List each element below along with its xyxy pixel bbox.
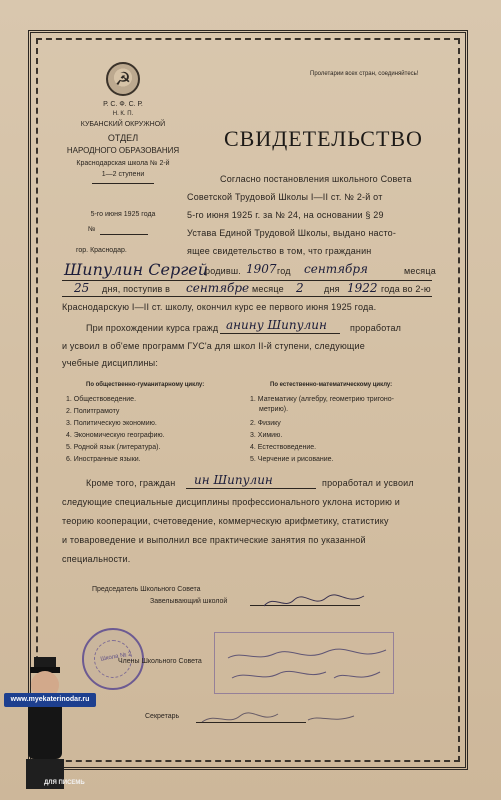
subject-left-4: 4. Экономическую географию. [66,432,165,439]
p3-line-2: теорию кооперации, счетоведение, коммерческую арифметику, статистику [62,516,389,526]
header-divider [92,183,154,184]
secretary-signature-icon [196,706,366,730]
subject-right-1: 1. Математику (алгебру, геометрию тригоно- [250,396,394,403]
site-logo-banner: www.myekaterinodar.ru [4,693,96,707]
p1-line-1: Согласно постановления школьного Совета [220,174,412,184]
subject-right-3: 3. Химию. [250,432,283,439]
members-signatures-icon [222,640,392,690]
rsfsr-emblem-icon [106,62,140,96]
header-stages: 1—2 ступени [101,171,145,178]
subject-left-2: 2. Политграмоту [66,408,120,415]
born-text: родивш. [205,266,241,276]
school-stamp-icon: Школа № 2 [82,628,144,690]
header-kuban: КУБАНСКИЙ ОКРУЖНОЙ [80,121,166,128]
members-label: Члены Школьного Совета [118,658,202,665]
p2-underline [220,333,340,334]
year-text: год [277,266,291,276]
document-title: СВИДЕТЕЛЬСТВО [224,126,423,151]
p1-line-3: 5-го июня 1925 г. за № 24, на основании § 29 [187,210,384,220]
birth-month-handwritten: сентября [304,262,369,276]
header-school: Краснодарская школа № 2-й [76,160,170,167]
logo-bottom-text: ДЛЯ ПИСЕМЬ [44,780,85,786]
head-label: Завелывающий школой [150,598,228,605]
p2-text-3: и усвоил в об'еме программ ГУС'а для школ II-й ступени, следующие [62,341,365,351]
line3-text-2: месяце [252,284,284,294]
header-city: гор. Краснодар. [76,247,127,254]
p3-line-4: специальности. [62,554,131,564]
p1-line-4: Устава Единой Трудовой Школы, выдано насто- [187,228,397,238]
p3-line-3: и товароведение и выполнил все практические занятия по указанной [62,535,366,545]
header-number: № [88,226,96,233]
subject-right-5: 5. Черчение и рисование. [250,456,334,463]
p2-handwritten-name: анину Шипулин [226,318,327,332]
p3-underline [186,488,316,489]
header-otdel: ОТДЕЛ [107,133,139,143]
p1-line-5: ящее свидетельство в том, что гражданин [187,246,372,256]
slogan-text: Пролетарии всех стран, соединяйтесь! [310,71,419,77]
header-date: 5-го июня 1925 года [90,211,156,218]
subject-right-1b: метрию). [259,406,289,413]
line3-text-4: года во 2-ю [381,284,431,294]
header-number-line [100,234,148,235]
subject-right-4: 4. Естествоведение. [250,444,317,451]
postman-logo-icon [10,655,80,795]
p3-line-1: следующие специальные дисциплины профессионального уклона историю и [62,497,400,507]
birth-year-handwritten: 1907 [246,262,277,276]
secretary-label: Секретарь [145,713,180,720]
entry-year-handwritten: 1922 [347,281,378,295]
entry-month-handwritten: сентябре [186,281,250,295]
line3-text-1: дня, поступив в [102,284,171,294]
header-narobraz: НАРОДНОГО ОБРАЗОВАНИЯ [66,146,180,155]
line3-text-3: дня [324,284,340,294]
header-rsfsr: Р. С. Ф. С. Р. [103,101,143,108]
subject-left-3: 3. Политическую экономию. [66,420,157,427]
p1-line-2: Советской Трудовой Школы I—II ст. № 2-й от [187,192,383,202]
p2-text-2: проработал [350,323,402,333]
student-name-handwritten: Шипулин Сергей [64,260,209,279]
header-nkp: Н. К. П. [112,111,134,117]
subjects-left-title: По общественно-гуманитарному циклу: [86,382,205,388]
line3-underline [62,296,432,297]
subjects-right-title: По естественно-математическому циклу: [270,382,393,388]
head-signature-icon [260,590,380,614]
p3-handwritten-name: ин Шипулин [194,473,273,487]
entry-day-handwritten: 2 [296,281,304,295]
subject-left-5: 5. Родной язык (литература). [66,444,161,451]
line4-text: Краснодарскую I—II ст. школу, окончил курс ее первого июня 1925 года. [62,302,377,312]
p2-text-4: учебные дисциплины: [62,358,159,368]
month-text: месяца [404,266,436,276]
birth-day-handwritten: 25 [74,281,90,295]
subject-right-2: 2. Физику [250,420,281,427]
p2-text-1: При прохождении курса гражд [86,323,219,333]
subject-left-1: 1. Обществоведение. [66,396,137,403]
p3-text-2: проработал и усвоил [322,478,414,488]
p3-text-1: Кроме того, граждан [86,478,176,488]
subject-left-6: 6. Иностранные языки. [66,456,141,463]
chairman-label: Председатель Школьного Совета [92,586,201,593]
